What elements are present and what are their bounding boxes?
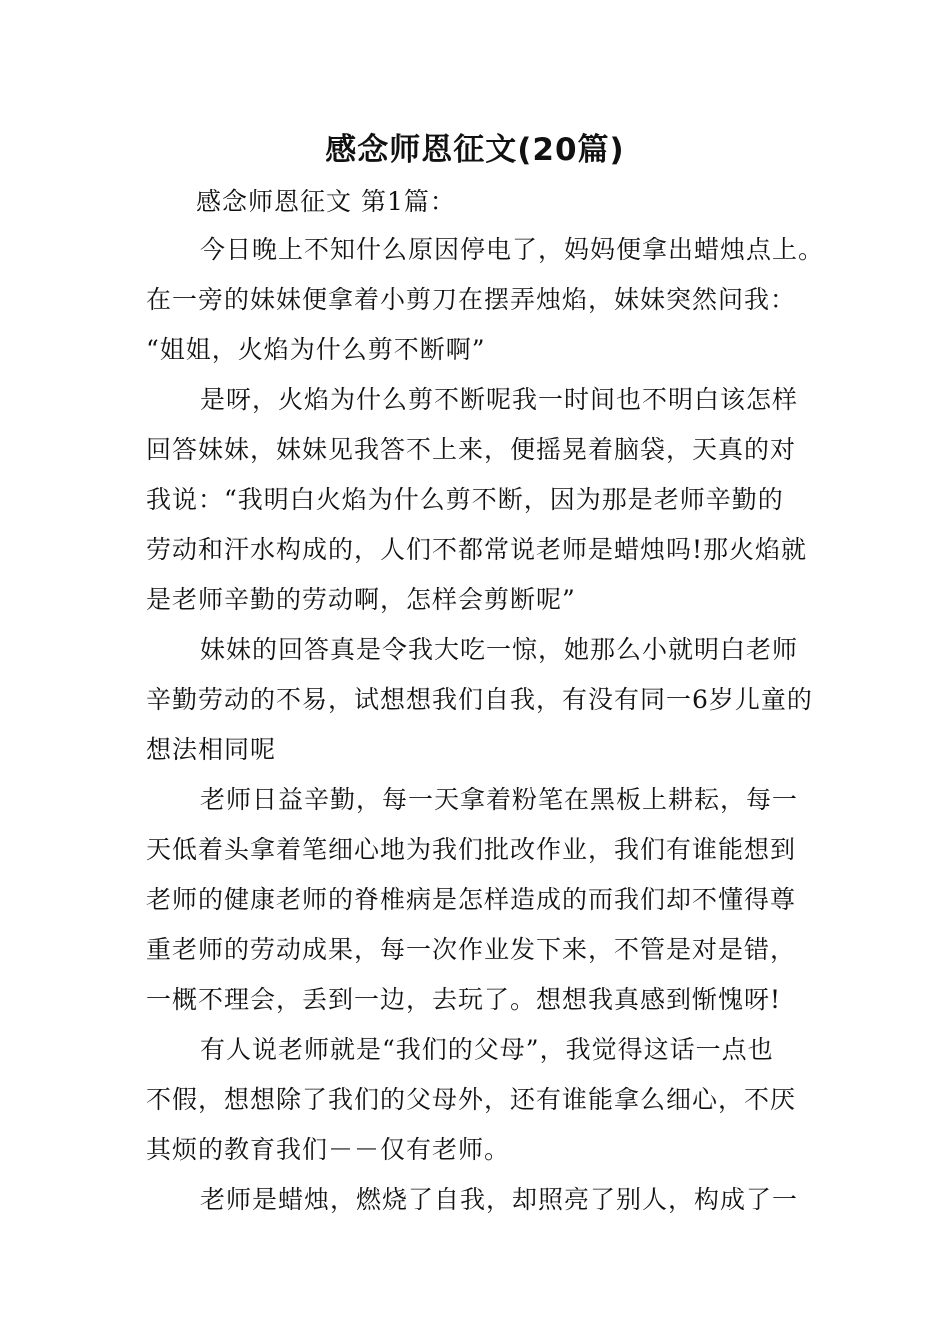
text-line: 回答妹妹，妹妹见我答不上来，便摇晃着脑袋，天真的对 [146,435,797,464]
text-line: 我说：“我明白火焰为什么剪不断，因为那是老师辛勤的 [146,485,784,514]
document-title: 感念师恩征文(20篇) [325,132,625,168]
text-line: 老师的健康老师的脊椎病是怎样造成的而我们却不懂得尊 [146,885,797,914]
text-line: 在一旁的妹妹便拿着小剪刀在摆弄烛焰，妹妹突然问我： [146,285,797,314]
text-line: 是呀，火焰为什么剪不断呢我一时间也不明白该怎样 [200,385,799,414]
text-line: 是老师辛勤的劳动啊，怎样会剪断呢” [146,585,576,614]
text-line: 天低着头拿着笔细心地为我们批改作业，我们有谁能想到 [146,835,797,864]
text-line: 劳动和汗水构成的，人们不都常说老师是蜡烛吗!那火焰就 [146,535,808,564]
text-line: 今日晚上不知什么原因停电了，妈妈便拿出蜡烛点上。 [200,235,825,264]
subtitle-line: 感念师恩征文 第1篇： [196,187,456,216]
text-line: 其烦的教育我们－－仅有老师。 [146,1135,511,1164]
text-line: 辛勤劳动的不易，试想想我们自我，有没有同一6岁儿童的 [146,685,813,714]
text-line: “姐姐，火焰为什么剪不断啊” [146,335,486,364]
text-line: 想法相同呢 [146,735,277,764]
text-line: 妹妹的回答真是令我大吃一惊，她那么小就明白老师 [200,635,799,664]
text-line: 不假，想想除了我们的父母外，还有谁能拿么细心，不厌 [146,1085,797,1114]
text-line: 有人说老师就是“我们的父母”，我觉得这话一点也 [200,1035,774,1064]
text-line: 老师日益辛勤，每一天拿着粉笔在黑板上耕耘，每一 [200,785,799,814]
text-line: 老师是蜡烛，燃烧了自我，却照亮了别人，构成了一 [200,1185,799,1214]
text-line: 重老师的劳动成果，每一次作业发下来，不管是对是错， [146,935,797,964]
text-line: 一概不理会，丢到一边，去玩了。想想我真感到惭愧呀! [146,985,782,1014]
